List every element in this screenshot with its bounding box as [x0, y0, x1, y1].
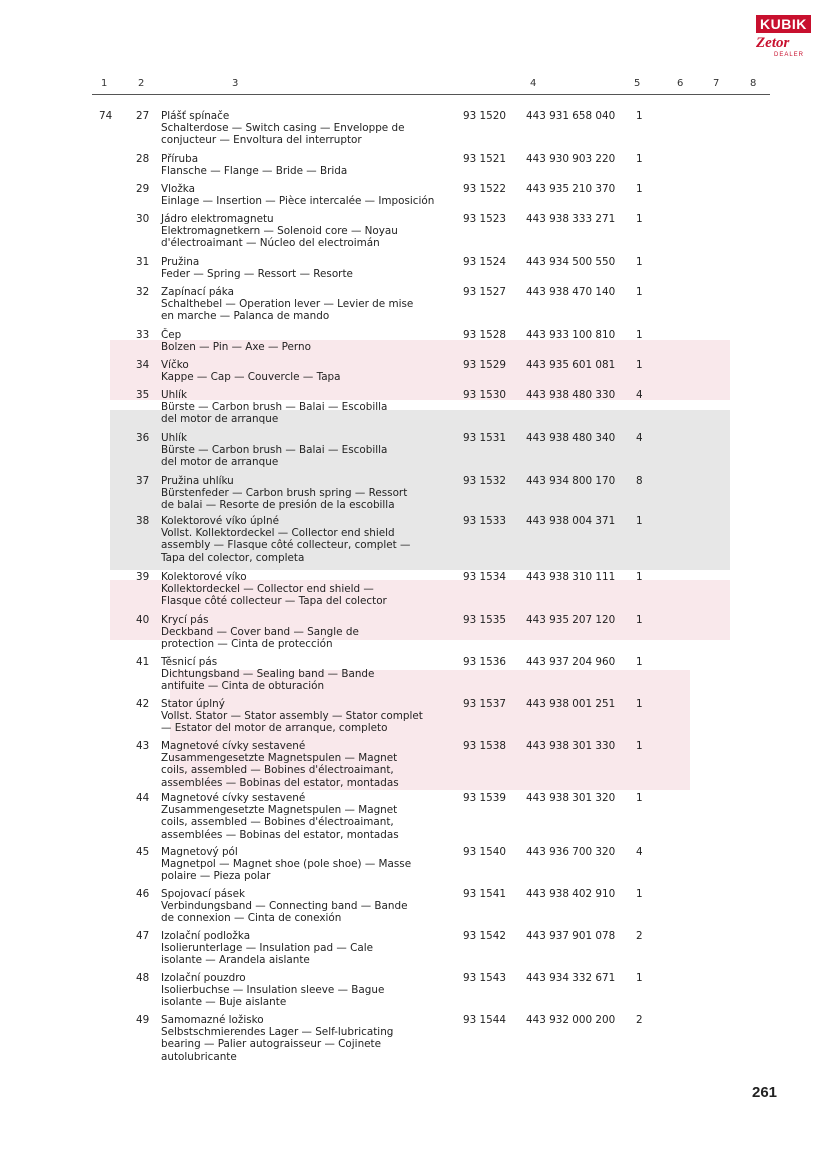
item-description	[161, 286, 413, 323]
item-quantity: 1	[636, 614, 643, 626]
item-description	[161, 515, 410, 564]
item-position: 44	[136, 792, 150, 804]
item-quantity: 1	[636, 213, 643, 225]
item-description	[161, 359, 341, 383]
item-quantity: 1	[636, 698, 643, 710]
item-quantity: 1	[636, 972, 643, 984]
item-position: 35	[136, 389, 150, 401]
item-position: 41	[136, 656, 150, 668]
description-line: Kolektorové víko	[161, 571, 247, 583]
item-description	[161, 1014, 393, 1063]
item-description	[161, 792, 399, 841]
description-line: Čep	[161, 329, 182, 341]
item-part-number: 443 936 700 320	[526, 846, 616, 858]
description-line: Jádro elektromagnetu	[161, 213, 274, 225]
description-line: Kolektorové víko úplné	[161, 515, 280, 527]
item-part-number: 443 931 658 040	[526, 110, 616, 122]
description-line: Tapa del colector, completa	[161, 551, 305, 564]
description-line: antifuite — Cinta de obturación	[161, 680, 325, 693]
item-quantity: 4	[636, 389, 643, 401]
description-line: Kollektordeckel — Collector end shield —	[161, 583, 374, 596]
item-quantity: 1	[636, 740, 643, 752]
item-part-number: 443 938 480 330	[526, 389, 616, 401]
description-line: de balai — Resorte de presión de la escobilla	[161, 499, 395, 512]
description-line: Bürste — Carbon brush — Balai — Escobilla	[161, 401, 388, 414]
item-ref-number: 93 1531	[463, 432, 506, 444]
item-quantity: 1	[636, 792, 643, 804]
description-line: — Estator del motor de arranque, completo	[161, 722, 388, 735]
description-line: assemblées — Bobinas del estator, montadas	[161, 828, 399, 841]
item-ref-number: 93 1543	[463, 972, 506, 984]
item-description	[161, 656, 374, 693]
item-position: 36	[136, 432, 150, 444]
item-description	[161, 888, 408, 925]
item-ref-number: 93 1536	[463, 656, 506, 668]
description-line: coils, assembled — Bobines d'électroaimant,	[161, 816, 394, 829]
description-line: Zusammengesetzte Magnetspulen — Magnet	[161, 804, 398, 817]
item-position: 40	[136, 614, 150, 626]
item-ref-number: 93 1539	[463, 792, 506, 804]
item-position: 38	[136, 515, 150, 527]
item-position: 32	[136, 286, 150, 298]
description-line: Zusammengesetzte Magnetspulen — Magnet	[161, 752, 398, 765]
item-position: 28	[136, 153, 150, 165]
item-position: 29	[136, 183, 150, 195]
item-ref-number: 93 1540	[463, 846, 506, 858]
item-position: 34	[136, 359, 150, 371]
header-col-1: 1	[101, 78, 108, 89]
item-position: 31	[136, 256, 150, 268]
description-line: Einlage — Insertion — Pièce intercalée — Imposición	[161, 195, 435, 208]
description-line: Deckband — Cover band — Sangle de	[161, 626, 359, 639]
item-quantity: 1	[636, 571, 643, 583]
header-col-2: 2	[138, 78, 145, 89]
logo-dealer: DEALER	[774, 52, 805, 58]
item-description	[161, 389, 387, 426]
item-position: 27	[136, 110, 150, 122]
item-ref-number: 93 1524	[463, 256, 506, 268]
item-part-number: 443 938 301 320	[526, 792, 616, 804]
description-line: en marche — Palanca de mando	[161, 310, 330, 323]
description-line: Uhlík	[161, 389, 187, 401]
description-line: Flansche — Flange — Bride — Brida	[161, 165, 348, 178]
item-part-number: 443 938 402 910	[526, 888, 616, 900]
item-part-number: 443 933 100 810	[526, 329, 616, 341]
item-part-number: 443 934 800 170	[526, 475, 616, 487]
item-description	[161, 475, 407, 512]
description-line: protection — Cinta de protección	[161, 638, 333, 651]
page-number: 261	[752, 1084, 778, 1101]
item-part-number: 443 934 500 550	[526, 256, 616, 268]
group-number: 74	[99, 110, 113, 122]
item-quantity: 1	[636, 359, 643, 371]
item-ref-number: 93 1533	[463, 515, 506, 527]
item-ref-number: 93 1535	[463, 614, 506, 626]
item-quantity: 2	[636, 930, 643, 942]
description-line: Samomazné ložisko	[161, 1014, 264, 1026]
description-line: de connexion — Cinta de conexión	[161, 912, 342, 925]
description-line: Flasque côté collecteur — Tapa del colector	[161, 595, 387, 608]
item-quantity: 2	[636, 1014, 643, 1026]
description-line: del motor de arranque	[161, 413, 279, 426]
header-rule	[92, 94, 770, 95]
description-line: Schalterdose — Switch casing — Enveloppe de	[161, 122, 405, 135]
item-position: 45	[136, 846, 150, 858]
item-position: 49	[136, 1014, 150, 1026]
item-position: 47	[136, 930, 150, 942]
item-description	[161, 432, 387, 469]
item-position: 46	[136, 888, 150, 900]
item-quantity: 4	[636, 846, 643, 858]
item-description	[161, 329, 311, 353]
description-line: Příruba	[161, 153, 199, 165]
item-description	[161, 614, 359, 651]
item-ref-number: 93 1530	[463, 389, 506, 401]
item-quantity: 1	[636, 183, 643, 195]
item-part-number: 443 937 901 078	[526, 930, 616, 942]
header-col-3: 3	[232, 78, 239, 89]
description-line: polaire — Pieza polar	[161, 870, 271, 883]
item-description	[161, 256, 353, 280]
description-line: del motor de arranque	[161, 456, 279, 469]
description-line: Bürstenfeder — Carbon brush spring — Ressort	[161, 487, 408, 500]
description-line: conjucteur — Envoltura del interruptor	[161, 134, 362, 147]
description-line: Vložka	[161, 183, 196, 195]
header-col-4: 4	[530, 78, 537, 89]
description-line: Stator úplný	[161, 698, 225, 710]
item-quantity: 1	[636, 515, 643, 527]
item-part-number: 443 938 310 111	[526, 571, 616, 583]
item-part-number: 443 938 301 330	[526, 740, 616, 752]
item-quantity: 1	[636, 286, 643, 298]
item-quantity: 1	[636, 656, 643, 668]
description-line: Izolační podložka	[161, 930, 251, 942]
item-quantity: 8	[636, 475, 643, 487]
description-line: Isolierbuchse — Insulation sleeve — Bague	[161, 984, 385, 997]
item-ref-number: 93 1532	[463, 475, 506, 487]
description-line: Selbstschmierendes Lager — Self-lubricating	[161, 1026, 394, 1039]
item-position: 33	[136, 329, 150, 341]
description-line: Pružina	[161, 256, 200, 268]
description-line: Spojovací pásek	[161, 888, 245, 900]
item-ref-number: 93 1527	[463, 286, 506, 298]
item-ref-number: 93 1521	[463, 153, 506, 165]
item-description	[161, 698, 423, 735]
item-part-number: 443 934 332 671	[526, 972, 616, 984]
item-description	[161, 110, 405, 147]
description-line: assemblées — Bobinas del estator, montadas	[161, 776, 399, 789]
item-description	[161, 213, 398, 250]
item-ref-number: 93 1537	[463, 698, 506, 710]
header-col-7: 7	[713, 78, 720, 89]
item-description	[161, 153, 347, 177]
item-ref-number: 93 1528	[463, 329, 506, 341]
description-line: Elektromagnetkern — Solenoid core — Noyau	[161, 225, 398, 238]
description-line: Bolzen — Pin — Axe — Perno	[161, 341, 311, 354]
kubik-zetor-logo	[756, 14, 816, 64]
item-ref-number: 93 1542	[463, 930, 506, 942]
description-line: isolante — Arandela aislante	[161, 954, 310, 967]
item-ref-number: 93 1520	[463, 110, 506, 122]
description-line: Kappe — Cap — Couvercle — Tapa	[161, 371, 341, 384]
item-quantity: 1	[636, 329, 643, 341]
item-part-number: 443 935 210 370	[526, 183, 616, 195]
item-part-number: 443 938 333 271	[526, 213, 616, 225]
description-line: Vollst. Kollektordeckel — Collector end shield	[161, 527, 395, 540]
item-ref-number: 93 1523	[463, 213, 506, 225]
item-ref-number: 93 1544	[463, 1014, 506, 1026]
description-line: autolubricante	[161, 1050, 237, 1063]
item-position: 43	[136, 740, 150, 752]
header-col-5: 5	[634, 78, 641, 89]
item-part-number: 443 938 001 251	[526, 698, 616, 710]
item-position: 42	[136, 698, 150, 710]
item-position: 48	[136, 972, 150, 984]
description-line: Magnetpol — Magnet shoe (pole shoe) — Masse	[161, 858, 412, 871]
item-part-number: 443 930 903 220	[526, 153, 616, 165]
item-part-number: 443 935 207 120	[526, 614, 616, 626]
item-part-number: 443 938 480 340	[526, 432, 616, 444]
description-line: bearing — Palier autograisseur — Cojinete	[161, 1038, 382, 1051]
header-col-8: 8	[750, 78, 757, 89]
item-position: 30	[136, 213, 150, 225]
item-description	[161, 571, 387, 608]
item-quantity: 1	[636, 153, 643, 165]
description-line: isolante — Buje aislante	[161, 996, 287, 1009]
description-line: Feder — Spring — Ressort — Resorte	[161, 268, 353, 281]
item-ref-number: 93 1534	[463, 571, 506, 583]
item-ref-number: 93 1522	[463, 183, 506, 195]
description-line: Zapínací páka	[161, 286, 234, 298]
item-ref-number: 93 1541	[463, 888, 506, 900]
description-line: Magnetové cívky sestavené	[161, 792, 306, 804]
item-description	[161, 183, 434, 207]
description-line: Těsnicí pás	[161, 656, 218, 668]
item-position: 39	[136, 571, 150, 583]
item-part-number: 443 938 470 140	[526, 286, 616, 298]
description-line: Izolační pouzdro	[161, 972, 246, 984]
item-quantity: 1	[636, 110, 643, 122]
description-line: Dichtungsband — Sealing band — Bande	[161, 668, 375, 681]
description-line: coils, assembled — Bobines d'électroaimant,	[161, 764, 394, 777]
item-ref-number: 93 1529	[463, 359, 506, 371]
item-position: 37	[136, 475, 150, 487]
description-line: Magnetové cívky sestavené	[161, 740, 306, 752]
description-line: Plášť spínače	[161, 110, 230, 122]
description-line: d'électroaimant — Núcleo del electroimán	[161, 237, 380, 250]
item-ref-number: 93 1538	[463, 740, 506, 752]
item-description	[161, 930, 373, 967]
item-description	[161, 846, 411, 883]
item-part-number: 443 932 000 200	[526, 1014, 616, 1026]
item-description	[161, 740, 399, 789]
item-part-number: 443 937 204 960	[526, 656, 616, 668]
description-line: Isolierunterlage — Insulation pad — Cale	[161, 942, 373, 955]
item-quantity: 1	[636, 256, 643, 268]
description-line: Bürste — Carbon brush — Balai — Escobilla	[161, 444, 388, 457]
item-part-number: 443 935 601 081	[526, 359, 616, 371]
item-part-number: 443 938 004 371	[526, 515, 616, 527]
description-line: Uhlík	[161, 432, 187, 444]
description-line: Pružina uhlíku	[161, 475, 234, 487]
logo-sub: Zetor	[756, 35, 790, 51]
description-line: assembly — Flasque côté collecteur, complet —	[161, 539, 411, 552]
description-line: Víčko	[161, 359, 189, 371]
description-line: Verbindungsband — Connecting band — Bande	[161, 900, 408, 913]
item-description	[161, 972, 384, 1009]
logo-brand: KUBIK	[756, 15, 811, 33]
item-quantity: 1	[636, 888, 643, 900]
description-line: Magnetový pól	[161, 846, 238, 858]
description-line: Schalthebel — Operation lever — Levier de mise	[161, 298, 414, 311]
description-line: Krycí pás	[161, 614, 209, 626]
header-col-6: 6	[677, 78, 684, 89]
item-quantity: 4	[636, 432, 643, 444]
description-line: Vollst. Stator — Stator assembly — Stator complet	[161, 710, 423, 723]
